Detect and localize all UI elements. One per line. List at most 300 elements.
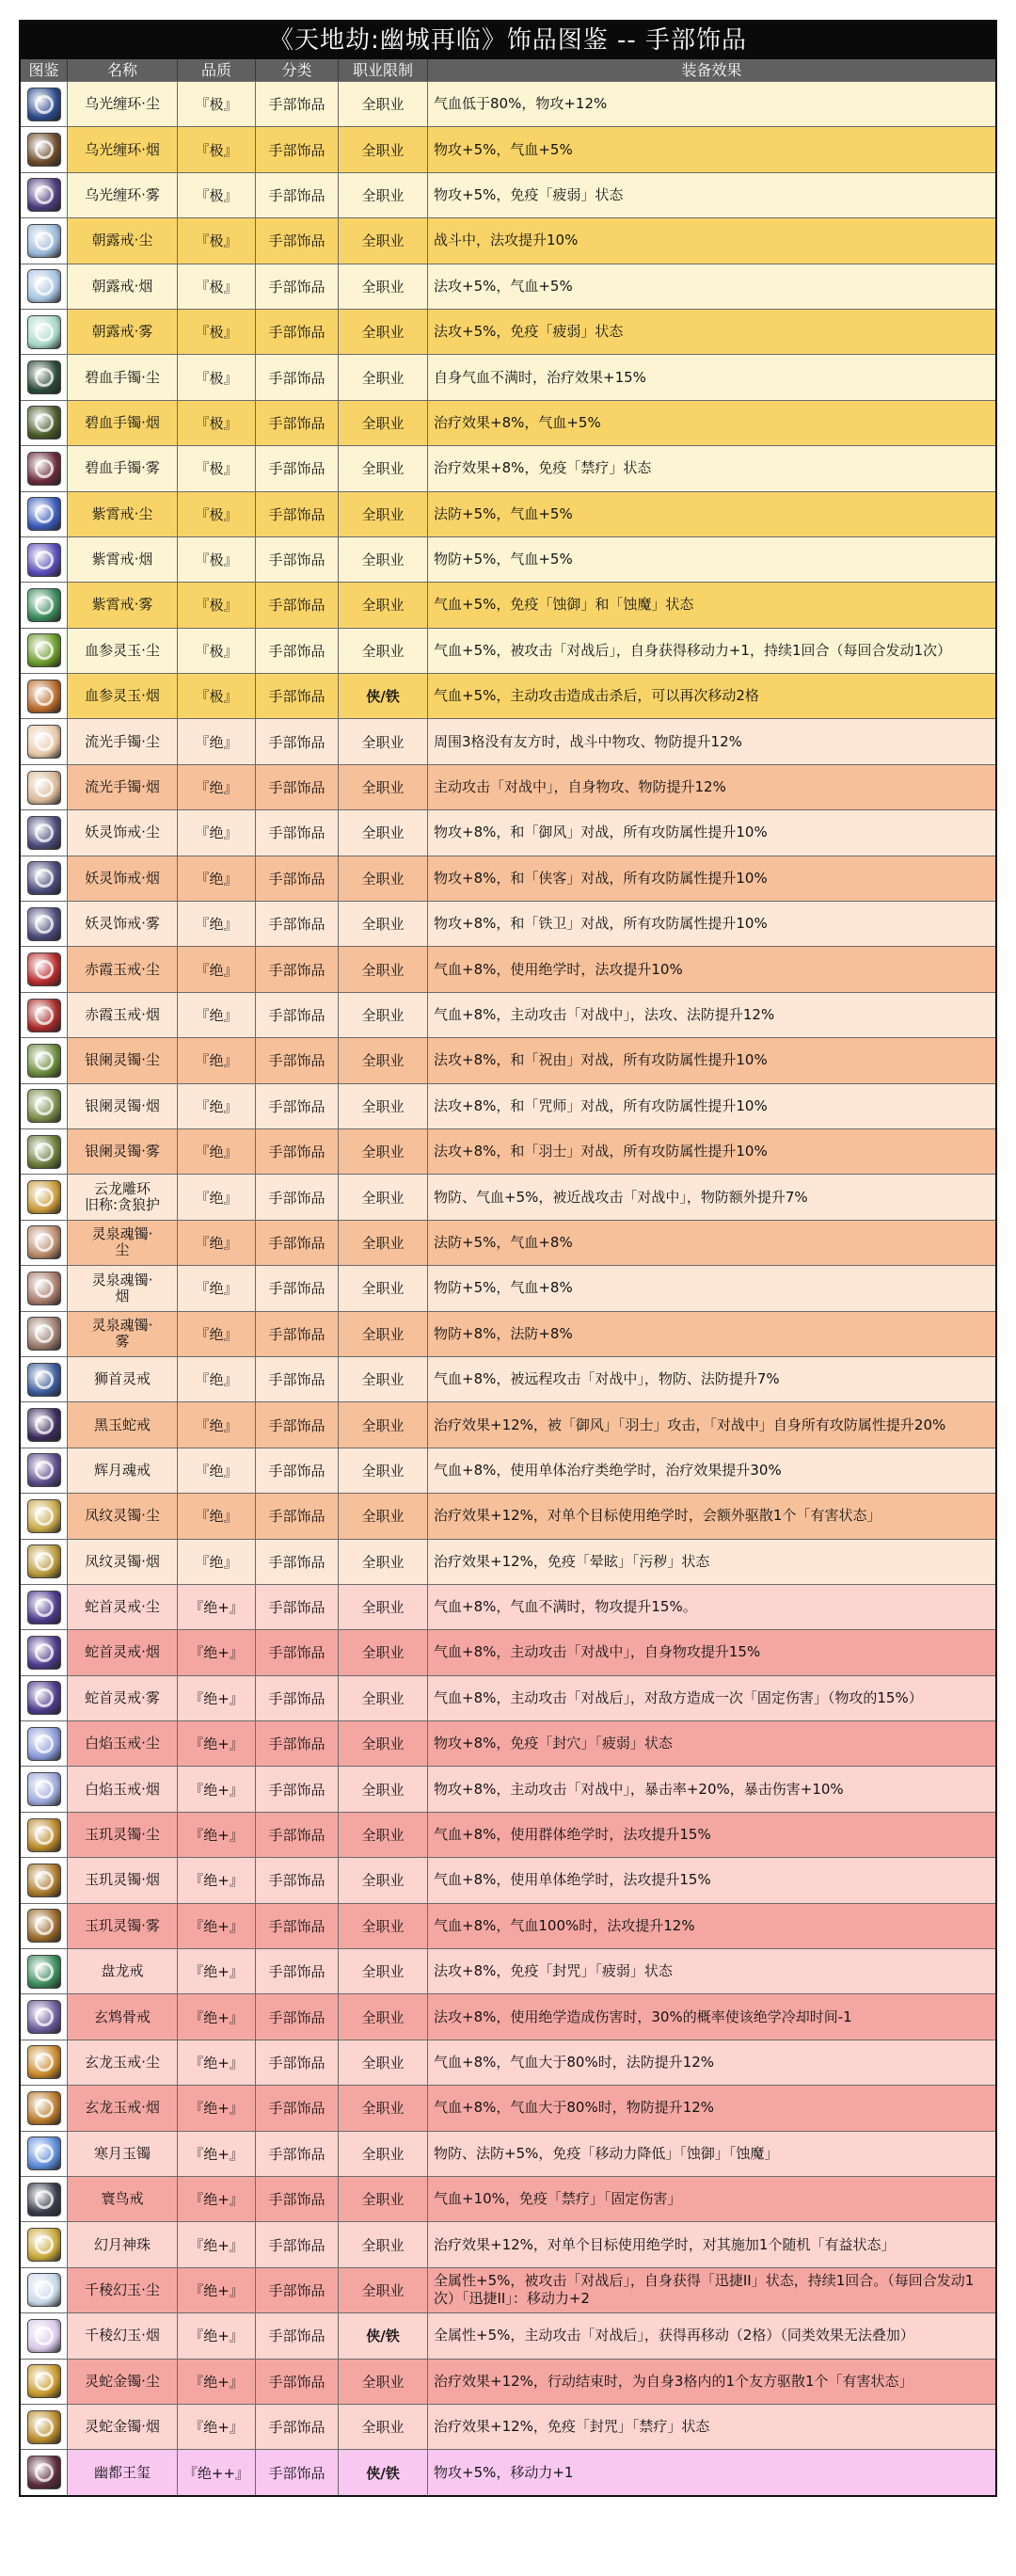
item-job-restriction-text: 全职业 [361, 278, 405, 296]
item-icon-cell [21, 1357, 68, 1401]
table-header [21, 59, 995, 81]
item-name-text: 朝露戒·烟 [91, 277, 153, 295]
item-category [256, 1038, 339, 1082]
item-job-restriction [339, 1949, 428, 1993]
table-row [21, 445, 995, 490]
table-row [21, 1584, 995, 1629]
item-job-restriction [339, 1721, 428, 1766]
item-effect-text: 治疗效果+12%，被「御风」「羽士」攻击，「对战中」自身所有攻防属性提升20% [434, 1416, 946, 1433]
item-quality [178, 1221, 256, 1265]
item-name-text: 血参灵玉·烟 [85, 687, 160, 705]
item-name [68, 1084, 178, 1128]
table-row [21, 1448, 995, 1493]
item-icon-cell [21, 1994, 68, 2039]
item-name-text: 紫霄戒·烟 [91, 551, 153, 568]
item-effect-text: 治疗效果+12%，对单个目标使用绝学时，会额外驱散1个「有害状态」 [434, 1507, 881, 1525]
item-quality-text: 『极』 [195, 186, 238, 204]
item-category-text: 手部饰品 [268, 1599, 325, 1617]
item-icon-cell [21, 1676, 68, 1720]
item-quality [178, 2268, 256, 2312]
bracelet-icon [27, 2136, 61, 2170]
item-effect-text: 法防+5%，气血+8% [434, 1233, 573, 1251]
item-effect-text: 物攻+8%，主动攻击「对战中」，暴击率+20%，暴击伤害+10% [434, 1780, 844, 1798]
item-job-restriction-text: 全职业 [361, 597, 405, 615]
item-effect [428, 2222, 995, 2266]
item-job-restriction-text: 全职业 [361, 733, 405, 751]
item-category [256, 355, 339, 399]
item-effect [428, 719, 995, 763]
item-quality-text: 『极』 [195, 552, 238, 569]
item-job-restriction-text: 全职业 [361, 1462, 405, 1480]
item-job-restriction [339, 218, 428, 263]
item-quality [178, 1858, 256, 1902]
table-body [21, 81, 995, 2495]
item-job-restriction-text: 全职业 [361, 141, 405, 159]
item-icon-cell [21, 674, 68, 718]
item-job-restriction [339, 629, 428, 673]
ring-icon [27, 1636, 61, 1670]
item-quality-text: 『绝』 [195, 1371, 238, 1389]
item-name [68, 1402, 178, 1447]
item-category [256, 2450, 339, 2494]
item-name-text: 灵泉魂镯· 尘 [91, 1225, 153, 1259]
item-name-text: 玄龙玉戒·尘 [85, 2053, 160, 2071]
item-effect-text: 物攻+8%，和「御风」对战，所有攻防属性提升10% [434, 824, 768, 841]
item-icon-cell [21, 1448, 68, 1493]
item-name [68, 1221, 178, 1265]
item-job-restriction-text: 全职业 [361, 961, 405, 979]
item-category [256, 2132, 339, 2176]
item-category [256, 674, 339, 718]
item-quality [178, 1813, 256, 1857]
item-category [256, 446, 339, 490]
ring-icon [27, 1453, 61, 1487]
item-icon-cell [21, 810, 68, 855]
item-name-text: 银阑灵镯·烟 [85, 1096, 160, 1114]
item-job-restriction-text: 全职业 [361, 2236, 405, 2254]
item-category [256, 1448, 339, 1493]
item-category-text: 手部饰品 [268, 278, 325, 296]
table-row [21, 309, 995, 354]
jade-icon [27, 633, 61, 667]
table-row [21, 764, 995, 809]
ring-icon [27, 588, 61, 622]
item-job-restriction [339, 1175, 428, 1219]
item-icon-cell [21, 2222, 68, 2266]
item-category [256, 1175, 339, 1219]
item-name-text: 碧血手镯·烟 [85, 413, 160, 431]
table-row [21, 1766, 995, 1811]
item-name [68, 1904, 178, 1948]
item-icon-cell [21, 2040, 68, 2085]
item-name-text: 幻月神珠 [93, 2235, 151, 2253]
item-name-text: 玉玑灵镯·烟 [85, 1871, 160, 1889]
item-quality-text: 『绝+』 [189, 1963, 244, 1981]
table-row [21, 992, 995, 1037]
item-effect-text: 治疗效果+12%，免疫「晕眩」「污秽」状态 [434, 1552, 710, 1570]
bracelet-icon [27, 406, 61, 440]
item-effect-text: 气血+8%，使用群体绝学时，法攻提升15% [434, 1826, 711, 1844]
item-job-restriction [339, 127, 428, 171]
item-icon-cell [21, 1402, 68, 1447]
bracelet-icon [27, 1909, 61, 1943]
item-category [256, 1402, 339, 1447]
item-effect [428, 355, 995, 399]
item-job-restriction-text: 侠/铁 [366, 688, 400, 706]
item-category-text: 手部饰品 [268, 1689, 325, 1707]
item-quality-text: 『绝』 [195, 1553, 238, 1571]
item-name-text: 乌光缠环·烟 [85, 140, 160, 158]
item-effect-text: 气血+8%，气血大于80%时，物防提升12% [434, 2099, 715, 2117]
item-category-text: 手部饰品 [268, 232, 325, 250]
ring-icon [27, 1591, 61, 1624]
item-name [68, 1038, 178, 1082]
bracelet-icon [27, 1135, 61, 1169]
item-quality [178, 765, 256, 809]
item-effect-text: 气血+8%，气血100%时，法攻提升12% [434, 1916, 695, 1934]
item-job-restriction [339, 1904, 428, 1948]
item-quality-text: 『绝+』 [189, 2373, 244, 2391]
item-quality-text: 『绝+』 [189, 1736, 244, 1753]
item-quality [178, 2086, 256, 2130]
item-job-restriction-text: 全职业 [361, 1827, 405, 1845]
item-category-text: 手部饰品 [268, 141, 325, 159]
item-effect [428, 902, 995, 946]
item-name-text: 银阑灵镯·尘 [85, 1051, 160, 1069]
item-quality [178, 1994, 256, 2039]
item-quality-text: 『绝+』 [189, 1644, 244, 1662]
table-row [21, 2449, 995, 2494]
ring-icon [27, 224, 61, 258]
item-quality [178, 1630, 256, 1674]
item-icon-cell [21, 173, 68, 217]
item-quality [178, 446, 256, 490]
item-name [68, 2086, 178, 2130]
item-effect [428, 1630, 995, 1674]
ring-icon [27, 1363, 61, 1397]
item-quality-text: 『极』 [195, 232, 238, 250]
item-effect [428, 1494, 995, 1538]
table-row [21, 2359, 995, 2404]
item-icon-cell [21, 1949, 68, 1993]
item-name [68, 1813, 178, 1857]
item-category [256, 993, 339, 1037]
ring-icon [27, 315, 61, 349]
table-row [21, 901, 995, 946]
item-job-restriction [339, 674, 428, 718]
item-icon-cell [21, 1540, 68, 1584]
item-name [68, 2405, 178, 2449]
item-effect-text: 气血+5%，免疫「蚀御」和「蚀魔」状态 [434, 596, 694, 614]
item-category-text: 手部饰品 [268, 324, 325, 342]
ring-icon [27, 497, 61, 531]
item-quality [178, 401, 256, 445]
table-row [21, 1675, 995, 1720]
item-job-restriction [339, 1630, 428, 1674]
item-category [256, 127, 339, 171]
item-job-restriction [339, 1312, 428, 1356]
item-name-text: 云龙雕环 旧称:贪狼护 [84, 1180, 161, 1214]
item-job-restriction [339, 1084, 428, 1128]
item-effect [428, 1357, 995, 1401]
ring-icon [27, 1180, 61, 1214]
item-name [68, 446, 178, 490]
item-quality-text: 『绝+』 [189, 2008, 244, 2026]
item-effect-text: 治疗效果+12%，行动结束时，为自身3格内的1个友方驱散1个「有害状态」 [434, 2372, 913, 2390]
item-job-restriction-text: 全职业 [361, 1234, 405, 1252]
item-quality [178, 810, 256, 855]
item-name [68, 492, 178, 536]
item-name [68, 1858, 178, 1902]
table-row [21, 1037, 995, 1082]
item-category-text: 手部饰品 [268, 2236, 325, 2254]
item-job-restriction-text: 全职业 [361, 1189, 405, 1207]
table-row [21, 1356, 995, 1401]
item-job-restriction [339, 1221, 428, 1265]
item-quality-text: 『极』 [195, 414, 238, 432]
table-row [21, 1539, 995, 1584]
item-name-text: 灵蛇金镯·尘 [85, 2372, 160, 2390]
item-name [68, 583, 178, 627]
item-category-text: 手部饰品 [268, 369, 325, 387]
item-effect-text: 全属性+5%，被攻击「对战后」，自身获得「迅捷II」状态，持续1回合。（每回合发动1次）「迅捷II」：移动力+2 [434, 2272, 975, 2308]
item-category-text: 手部饰品 [268, 505, 325, 523]
table-row [21, 217, 995, 263]
item-name-text: 幽都王玺 [93, 2463, 151, 2481]
item-icon-cell [21, 218, 68, 263]
item-job-restriction-text: 全职业 [361, 916, 405, 934]
item-quality [178, 902, 256, 946]
item-job-restriction-text: 全职业 [361, 824, 405, 842]
item-name-text: 妖灵饰戒·烟 [85, 869, 160, 887]
item-category-text: 手部饰品 [268, 2008, 325, 2026]
item-effect-text: 周围3格没有友方时，战斗中物攻、物防提升12% [434, 732, 742, 750]
item-category-text: 手部饰品 [268, 916, 325, 934]
item-job-restriction [339, 82, 428, 126]
item-job-restriction-text: 全职业 [361, 2419, 405, 2437]
item-category-text: 手部饰品 [268, 1097, 325, 1115]
item-category [256, 264, 339, 309]
item-category [256, 1813, 339, 1857]
item-effect [428, 2040, 995, 2085]
item-category [256, 218, 339, 263]
item-category [256, 173, 339, 217]
item-effect-text: 法攻+8%，和「祝由」对战，所有攻防属性提升10% [434, 1051, 768, 1069]
item-category [256, 1676, 339, 1720]
table-row [21, 1083, 995, 1128]
item-effect [428, 1084, 995, 1128]
crystal-icon [27, 2319, 61, 2353]
item-name [68, 993, 178, 1037]
item-name [68, 1129, 178, 1174]
table-row [21, 1857, 995, 1902]
item-quality [178, 1357, 256, 1401]
item-name-text: 碧血手镯·雾 [85, 459, 160, 477]
item-name [68, 2360, 178, 2404]
item-effect [428, 1721, 995, 1766]
item-quality [178, 674, 256, 718]
item-name-text: 流光手镯·尘 [85, 732, 160, 750]
item-effect [428, 537, 995, 582]
item-effect [428, 127, 995, 171]
item-quality-text: 『绝+』 [189, 1827, 244, 1845]
item-quality [178, 1767, 256, 1811]
ring-icon [27, 907, 61, 941]
item-quality-text: 『绝++』 [183, 2464, 250, 2482]
item-effect [428, 218, 995, 263]
item-icon-cell [21, 1721, 68, 1766]
item-category [256, 583, 339, 627]
item-quality [178, 719, 256, 763]
item-job-restriction [339, 2360, 428, 2404]
item-effect-text: 治疗效果+8%，气血+5% [434, 413, 601, 431]
item-category [256, 1129, 339, 1174]
ring-icon [27, 816, 61, 850]
item-quality-text: 『绝+』 [189, 1917, 244, 1935]
item-category [256, 1585, 339, 1629]
item-quality [178, 1494, 256, 1538]
item-job-restriction [339, 446, 428, 490]
item-job-restriction-text: 全职业 [361, 1508, 405, 1526]
item-effect-text: 物防、气血+5%，被近战攻击「对战中」，物防额外提升7% [434, 1188, 808, 1206]
item-job-restriction-text: 全职业 [361, 1144, 405, 1161]
item-name [68, 1994, 178, 2039]
ring-icon [27, 861, 61, 895]
item-icon-cell [21, 264, 68, 309]
item-quality-text: 『绝+』 [189, 1689, 244, 1707]
table-row [21, 491, 995, 536]
item-quality [178, 2040, 256, 2085]
item-category-text: 手部饰品 [268, 1007, 325, 1024]
item-job-restriction-text: 全职业 [361, 1097, 405, 1115]
item-job-restriction-text: 全职业 [361, 505, 405, 523]
item-job-restriction-text: 全职业 [361, 642, 405, 660]
item-category-text: 手部饰品 [268, 1508, 325, 1526]
item-effect [428, 492, 995, 536]
item-name-text: 乌光缠环·尘 [85, 95, 160, 113]
item-category [256, 902, 339, 946]
item-category-text: 手部饰品 [268, 870, 325, 888]
item-effect [428, 947, 995, 991]
item-job-restriction [339, 1357, 428, 1401]
item-quality [178, 2222, 256, 2266]
item-effect-text: 气血+5%，主动攻击造成击杀后，可以再次移动2格 [434, 687, 759, 705]
item-effect [428, 1448, 995, 1493]
item-icon-cell [21, 1585, 68, 1629]
item-category [256, 537, 339, 582]
item-job-restriction-text: 侠/铁 [366, 2328, 400, 2345]
item-category [256, 2086, 339, 2130]
item-category-text: 手部饰品 [268, 2054, 325, 2072]
item-effect [428, 2132, 995, 2176]
item-name [68, 674, 178, 718]
item-icon-cell [21, 2177, 68, 2221]
item-effect-text: 气血+10%，免疫「禁疗」「固定伤害」 [434, 2190, 682, 2208]
item-effect [428, 2450, 995, 2494]
item-name [68, 1585, 178, 1629]
item-effect-text: 法攻+8%，免疫「封咒」「疲弱」状态 [434, 1962, 673, 1980]
item-name-text: 蛇首灵戒·尘 [85, 1598, 160, 1616]
item-name-text: 玄龙玉戒·烟 [85, 2099, 160, 2117]
item-quality [178, 1949, 256, 1993]
item-name-text: 银阑灵镯·雾 [85, 1143, 160, 1160]
item-category [256, 1084, 339, 1128]
item-name-text: 紫霄戒·尘 [91, 504, 153, 522]
item-effect [428, 2177, 995, 2221]
ring-icon [27, 2000, 61, 2034]
table-row [21, 2267, 995, 2312]
item-icon-cell [21, 1813, 68, 1857]
item-effect-text: 物防+8%，法防+8% [434, 1324, 573, 1342]
item-quality-text: 『绝』 [195, 961, 238, 979]
header-quality: 品质 [178, 59, 256, 81]
item-job-restriction-text: 全职业 [361, 1599, 405, 1617]
item-job-restriction [339, 310, 428, 354]
item-category [256, 1630, 339, 1674]
item-quality-text: 『极』 [195, 688, 238, 706]
item-category-text: 手部饰品 [268, 1144, 325, 1161]
item-quality [178, 856, 256, 901]
item-category [256, 1858, 339, 1902]
item-effect-text: 治疗效果+12%，对单个目标使用绝学时，对其施加1个随机「有益状态」 [434, 2235, 896, 2253]
item-job-restriction [339, 902, 428, 946]
item-job-restriction-text: 全职业 [361, 2100, 405, 2118]
item-icon-cell [21, 2086, 68, 2130]
item-effect-text: 法攻+8%，和「咒师」对战，所有攻防属性提升10% [434, 1096, 768, 1114]
item-job-restriction [339, 1585, 428, 1629]
item-effect-text: 物防+5%，气血+5% [434, 551, 573, 568]
item-quality-text: 『绝』 [195, 733, 238, 751]
item-name [68, 2132, 178, 2176]
crystal-icon [27, 2273, 61, 2307]
item-category [256, 947, 339, 991]
item-name-text: 玉玑灵镯·雾 [85, 1916, 160, 1934]
item-name-text: 朝露戒·尘 [91, 232, 153, 249]
header-job: 职业限制 [339, 59, 428, 81]
item-category [256, 82, 339, 126]
item-name-text: 千稜幻玉·烟 [85, 2327, 160, 2344]
item-job-restriction [339, 1494, 428, 1538]
item-icon-cell [21, 719, 68, 763]
item-icon-cell [21, 2268, 68, 2312]
jade-icon [27, 680, 61, 713]
item-quality-text: 『绝』 [195, 1052, 238, 1070]
item-effect-text: 治疗效果+8%，免疫「禁疗」状态 [434, 459, 652, 477]
item-quality-text: 『绝』 [195, 824, 238, 842]
table-row [21, 2404, 995, 2449]
item-effect [428, 629, 995, 673]
item-category [256, 629, 339, 673]
item-name [68, 310, 178, 354]
item-quality [178, 1721, 256, 1766]
item-category [256, 1494, 339, 1538]
item-quality [178, 1038, 256, 1082]
item-job-restriction [339, 1813, 428, 1857]
item-name-text: 凤纹灵镯·烟 [85, 1552, 160, 1570]
item-name [68, 2222, 178, 2266]
item-effect [428, 2268, 995, 2312]
item-category [256, 2222, 339, 2266]
item-category-text: 手部饰品 [268, 1052, 325, 1070]
item-name [68, 1357, 178, 1401]
item-effect [428, 1904, 995, 1948]
item-name-text: 狮首灵戒 [93, 1370, 151, 1388]
item-name-text: 蛇首灵戒·烟 [85, 1643, 160, 1661]
item-quality-text: 『绝』 [195, 1144, 238, 1161]
ring-icon [27, 999, 61, 1032]
item-category-text: 手部饰品 [268, 1189, 325, 1207]
item-category-text: 手部饰品 [268, 1325, 325, 1343]
